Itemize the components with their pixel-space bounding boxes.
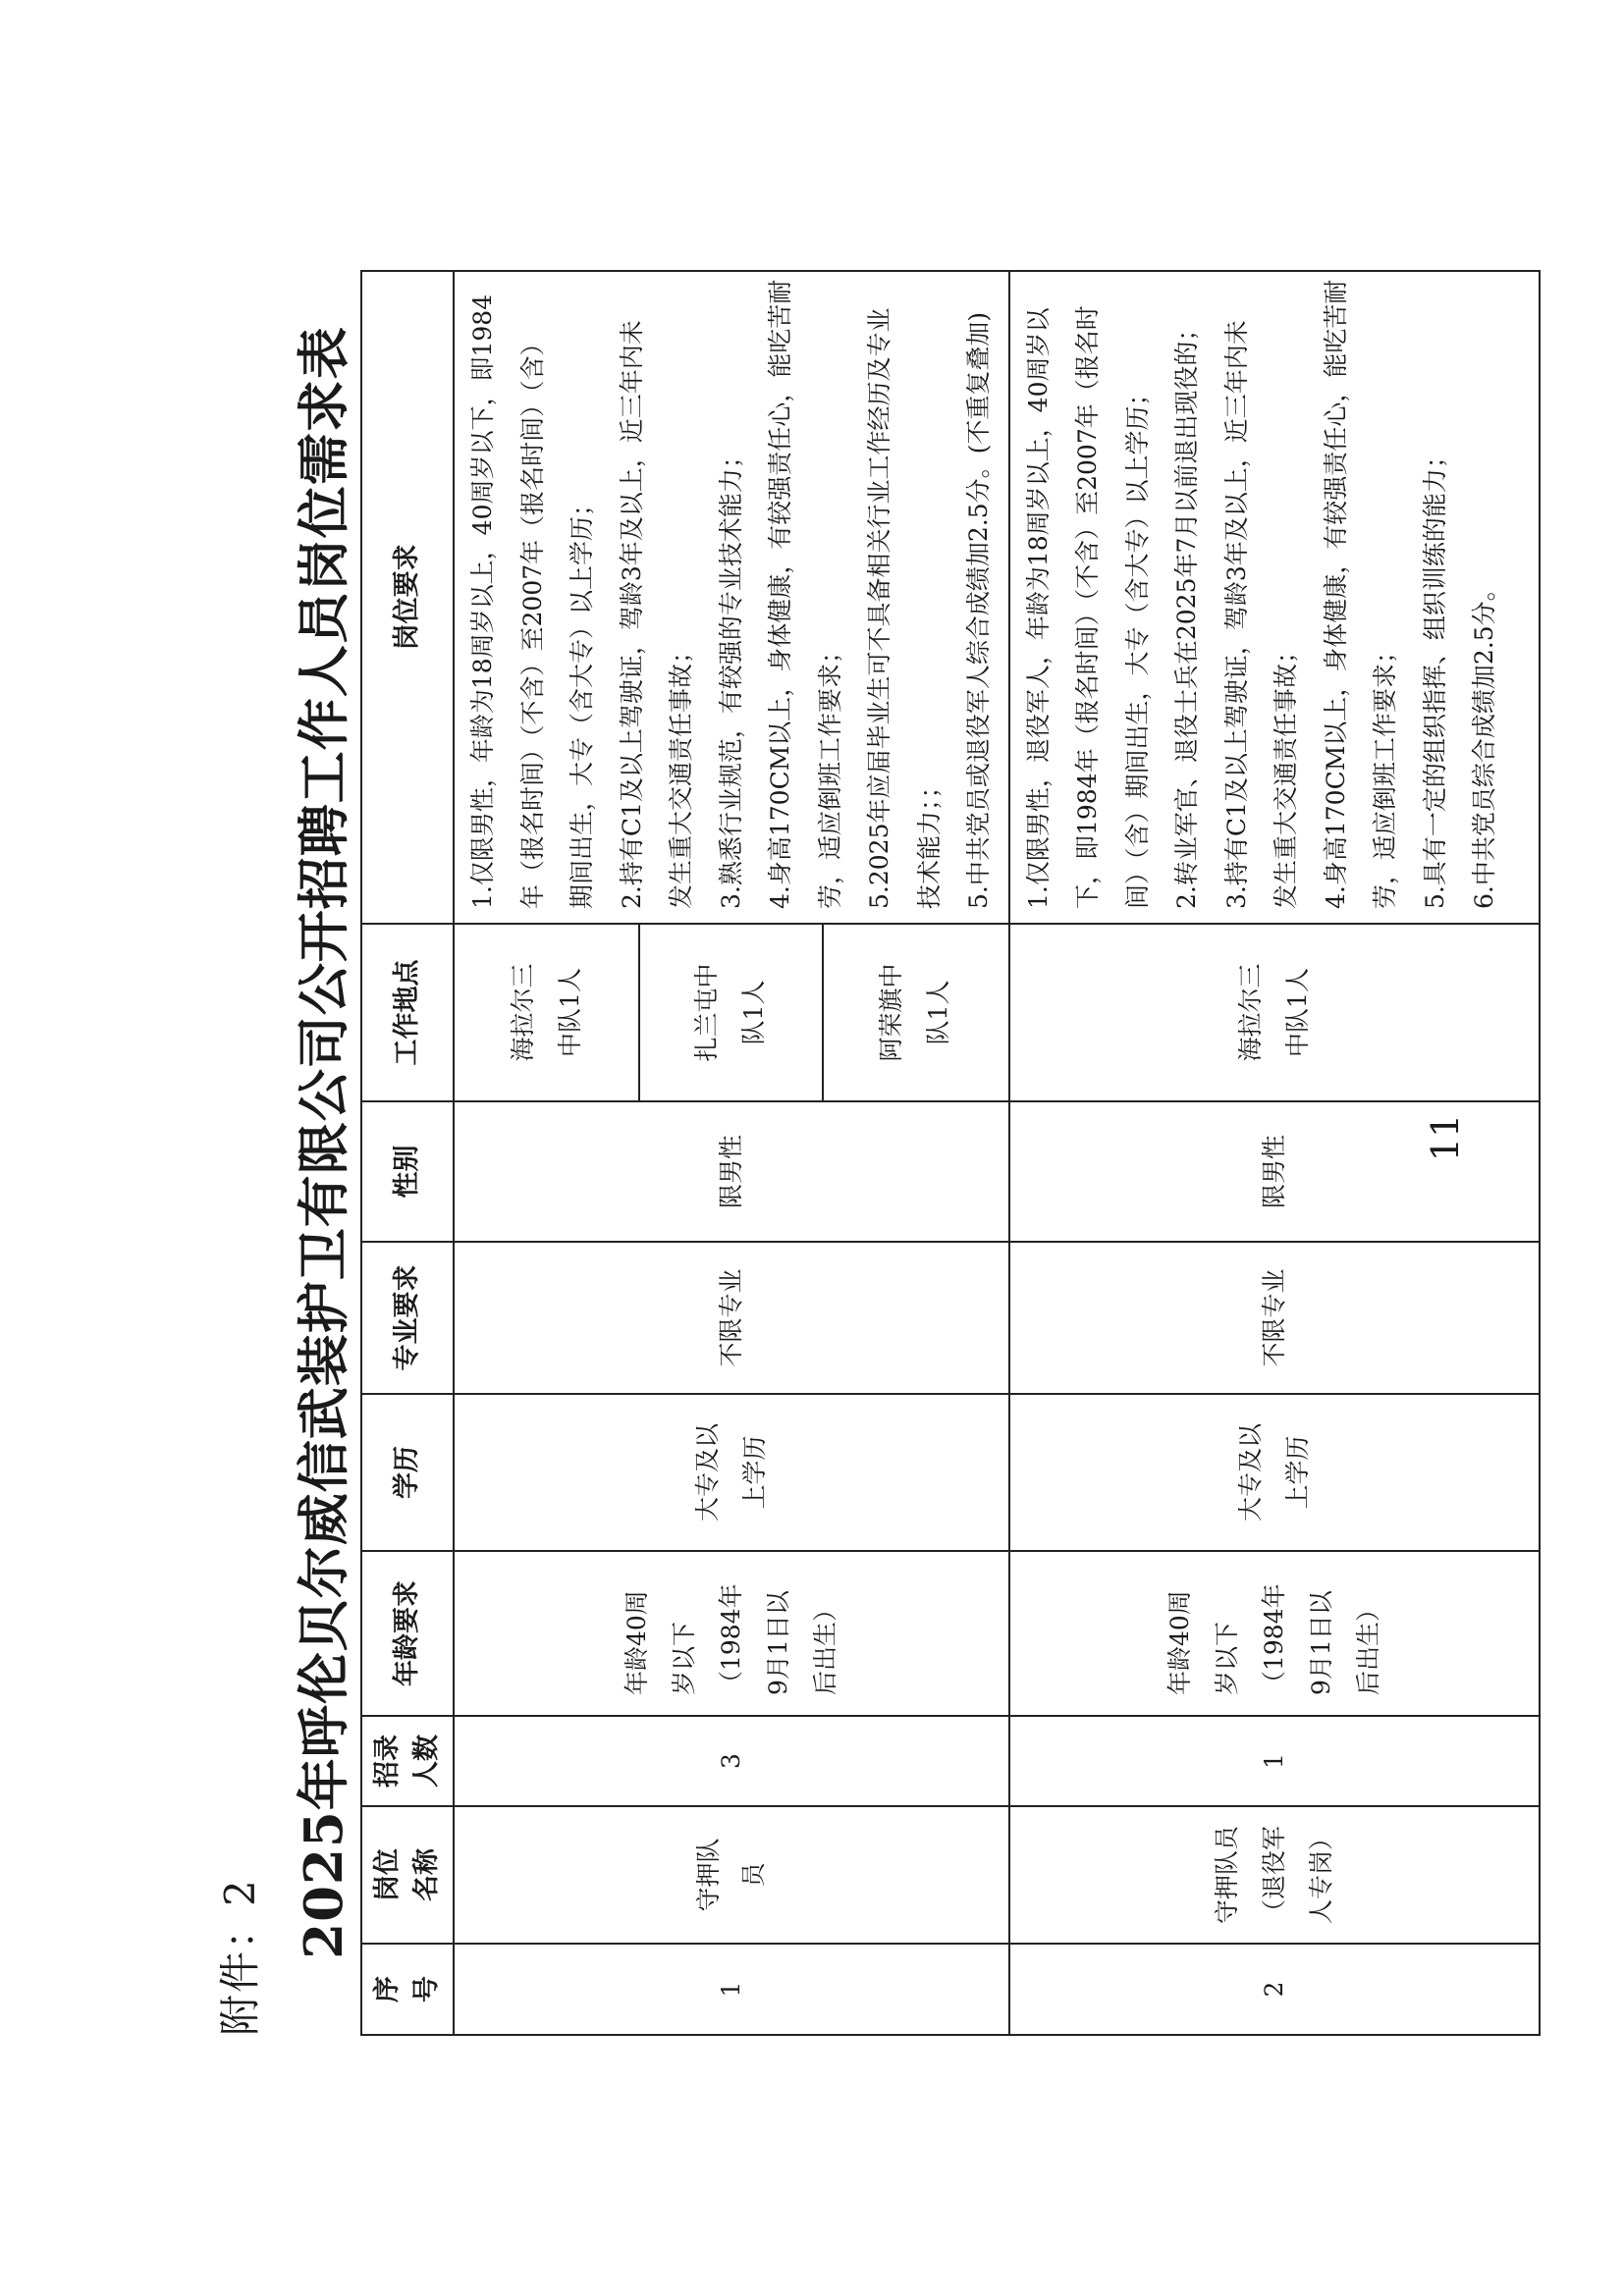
requirement-line: 技术能力；； <box>914 774 944 909</box>
requirement-line: 6.中共党员综合成绩加2.5分。 <box>1470 576 1498 909</box>
requirement-line: 劳，适应倒班工作要求； <box>1371 638 1399 909</box>
cell-requirements <box>454 271 1009 924</box>
requirement-line: 5.具有一定的组织指挥、组织训练的能力； <box>1420 444 1449 909</box>
header-major: 专业要求 <box>361 1242 454 1394</box>
page-number: 11 <box>1424 1113 1467 1162</box>
cell-locations <box>1009 924 1540 1101</box>
position-requirements-table <box>360 270 1541 2036</box>
cell-count: 3 <box>454 1716 1009 1806</box>
cell-position: 守押队员 <box>454 1806 1009 1944</box>
cell-gender: 限男性 <box>1009 1101 1540 1242</box>
requirement-line: 5.2025年应届毕业生可不具备相关行业工作经历及专业 <box>865 307 893 909</box>
header-seq: 序号 <box>361 1944 454 2035</box>
requirement-line: 3.熟悉行业规范，有较强的专业技术能力； <box>716 444 745 909</box>
cell-seq: 1 <box>454 1944 1009 2035</box>
location-item: 海拉尔三中队1人 <box>1235 963 1312 1062</box>
header-row <box>361 271 454 2035</box>
table-wrapper <box>360 270 1541 2036</box>
header-requirements: 岗位要求 <box>361 271 454 924</box>
header-count: 招录人数 <box>361 1716 454 1806</box>
requirement-line: 5.中共党员或退役军人综合成绩加2.5分。(不重复叠加) <box>964 311 993 909</box>
requirement-line: 2.持有C1及以上驾驶证，驾龄3年及以上，近三年内未 <box>617 320 646 909</box>
requirement-line: 劳，适应倒班工作要求； <box>815 638 844 909</box>
requirement-line: 发生重大交通责任事故； <box>1272 638 1300 909</box>
requirement-line: 间）（含）期间出生，大专（含大专）以上学历； <box>1122 381 1152 909</box>
cell-count: 1 <box>1009 1716 1540 1806</box>
document-title: 2025年呼伦贝尔威信武装护卫有限公司公开招聘工作人员岗位需求表 <box>294 326 354 1959</box>
cell-age: 年龄40周岁以下（1984年9月1日以后出生） <box>1009 1551 1540 1716</box>
header-gender: 性别 <box>361 1101 454 1242</box>
requirement-line: 4.身高170CM以上，身体健康，有较强责任心，能吃苦耐 <box>766 279 794 909</box>
cell-age: 年龄40周岁以下（1984年9月1日以后出生） <box>454 1551 1009 1716</box>
cell-position: 守押队员（退役军人专岗） <box>1009 1806 1540 1944</box>
header-position: 岗位名称 <box>361 1806 454 1944</box>
location-item: 阿荣旗中队1人 <box>876 963 952 1062</box>
requirement-line: 2.转业军官、退役士兵在2025年7月以前退出现役的； <box>1172 316 1201 909</box>
location-item: 扎兰屯中队1人 <box>640 925 824 1100</box>
requirement-line: 3.持有C1及以上驾驶证，驾龄3年及以上，近三年内未 <box>1221 320 1251 909</box>
cell-gender: 限男性 <box>454 1101 1009 1242</box>
cell-education: 大专及以上学历 <box>1009 1394 1540 1551</box>
requirement-line: 年（报名时间）（不含）至2007年（报名时间）（含） <box>517 331 547 909</box>
attachment-label: 附件：2 <box>216 1878 264 2036</box>
header-education: 学历 <box>361 1394 454 1551</box>
requirement-line: 期间出生，大专（含大专）以上学历； <box>568 491 596 909</box>
location-item: 海拉尔三中队1人 <box>457 925 640 1100</box>
requirement-line: 发生重大交通责任事故； <box>667 638 695 909</box>
requirement-line: 1.仅限男性，年龄为18周岁以上，40周岁以下，即1984 <box>468 294 497 909</box>
cell-locations <box>454 924 1009 1101</box>
requirement-line: 4.身高170CM以上，身体健康，有较强责任心，能吃苦耐 <box>1321 279 1350 909</box>
cell-education: 大专及以上学历 <box>454 1394 1009 1551</box>
header-location: 工作地点 <box>361 924 454 1101</box>
requirement-line: 1.仅限男性，退役军人，年龄为18周岁以上，40周岁以 <box>1023 307 1053 909</box>
cell-major: 不限专业 <box>454 1242 1009 1394</box>
table-row <box>454 271 1009 2035</box>
cell-major: 不限专业 <box>1009 1242 1540 1394</box>
cell-seq: 2 <box>1009 1944 1540 2035</box>
header-age: 年龄要求 <box>361 1551 454 1716</box>
requirement-line: 下，即1984年（报名时间）（不含）至2007年（报名时 <box>1073 305 1102 909</box>
cell-requirements <box>1009 271 1540 924</box>
